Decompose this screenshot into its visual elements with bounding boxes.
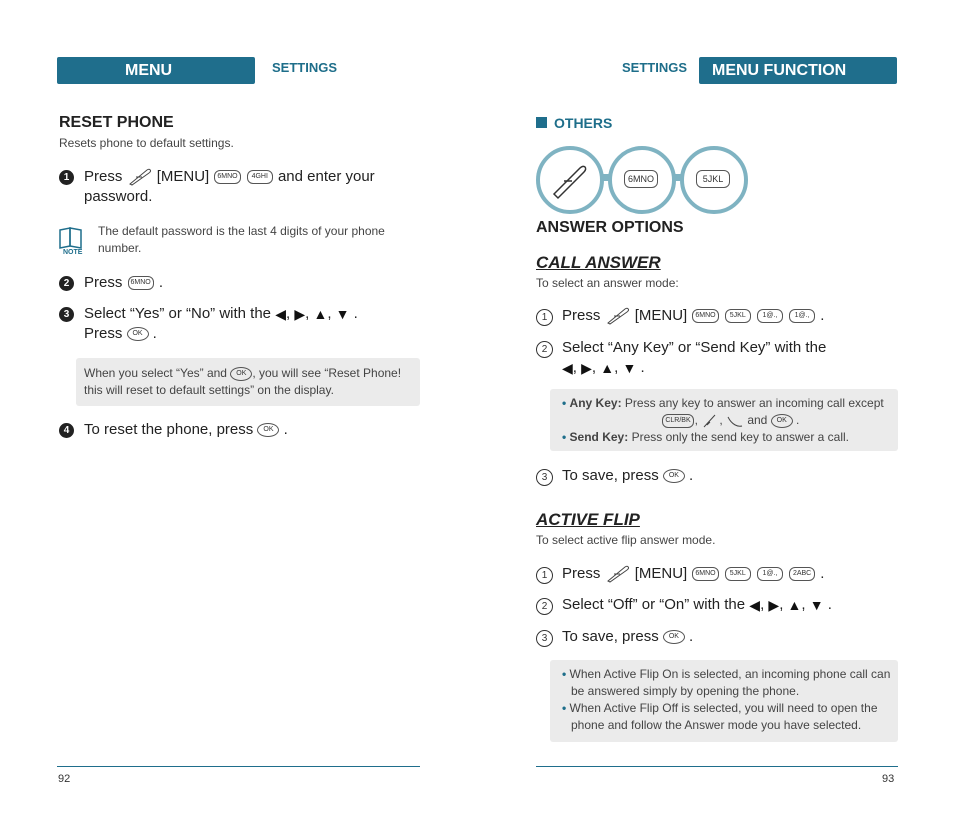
footer-rule-left [57, 766, 420, 767]
key-5: 5JKL [725, 309, 751, 323]
page-number-left: 92 [58, 773, 71, 785]
af-step-3: To save, press OK . [562, 628, 694, 645]
ca-step-1: Press [MENU] 6MNO 5JKL 1@., 1@., . [562, 307, 825, 324]
key-6: 6MNO [624, 170, 658, 188]
key-5-circle [680, 146, 748, 214]
ok-key-icon: OK [771, 414, 793, 428]
answer-options-heading: ANSWER OPTIONS [536, 219, 684, 236]
ok-key-icon: OK [127, 327, 149, 341]
step-number-3: 3 [59, 307, 74, 322]
af-step-number-2: 2 [536, 598, 553, 615]
ca-step-2: Select “Any Key” or “Send Key” with the ◀, ▶, ▲, ▼ . [562, 339, 827, 377]
key-5: 5JKL [696, 170, 730, 188]
menu-function-tab-right: MENU FUNCTION [699, 57, 897, 84]
active-flip-title: ACTIVE FLIP [536, 510, 640, 529]
footer-rule-right [536, 766, 898, 767]
arrow-up-icon: ▲ [787, 597, 802, 614]
ok-key-icon: OK [230, 367, 252, 381]
arrow-up-icon: ▲ [600, 360, 615, 377]
step-number-4: 4 [59, 423, 74, 438]
arrow-up-icon: ▲ [313, 306, 328, 323]
menu-key-circle [536, 146, 604, 214]
ca-step-number-2: 2 [536, 341, 553, 358]
step-4: To reset the phone, press OK . [84, 421, 288, 438]
key-1: 1@., [757, 567, 783, 581]
key-1: 1@., [757, 309, 783, 323]
key-2: 2ABC [789, 567, 815, 581]
ca-step-number-3: 3 [536, 469, 553, 486]
arrow-right-icon: ▶ [768, 597, 780, 614]
ca-step-number-1: 1 [536, 309, 553, 326]
ok-key-icon: OK [663, 630, 685, 644]
arrow-right-icon: ▶ [294, 306, 306, 323]
page-number-right: 93 [882, 773, 895, 785]
key-6: 6MNO [214, 170, 240, 184]
section-label-left: SETTINGS [272, 60, 338, 75]
ok-key-icon: OK [663, 469, 685, 483]
key-4: 4GHI [247, 170, 273, 184]
active-flip-info-text: • When Active Flip On is selected, an incoming phone call can be answered simply by opening the phone. • When Active Flip Off is selected, you will need to open the phone and follow the Answer mode you have selected. [562, 667, 891, 732]
menu-key-icon [605, 307, 631, 325]
key-6: 6MNO [128, 276, 154, 290]
page-subtitle-left: Resets phone to default settings. [59, 136, 234, 150]
active-flip-subtitle: To select active flip answer mode. [536, 533, 716, 547]
note-text: The default password is the last 4 digits of your phone number. [98, 224, 385, 255]
key-6-circle [608, 146, 676, 214]
others-label: OTHERS [554, 115, 613, 131]
section-label-right: SETTINGS [622, 60, 688, 75]
key-1: 1@., [789, 309, 815, 323]
step-number-2: 2 [59, 276, 74, 291]
arrow-down-icon: ▼ [622, 360, 637, 377]
step-number-1: 1 [59, 170, 74, 185]
af-step-2: Select “Off” or “On” with the ◀, ▶, ▲, ▼ . [562, 596, 832, 614]
call-answer-title: CALL ANSWER [536, 253, 661, 272]
ok-key-icon: OK [257, 423, 279, 437]
arrow-down-icon: ▼ [335, 306, 350, 323]
ca-step-3: To save, press OK . [562, 467, 694, 484]
menu-key-icon [605, 565, 631, 583]
end-key-icon [701, 413, 719, 429]
af-step-number-1: 1 [536, 567, 553, 584]
step-1: Press [MENU] 6MNO 4GHI and enter your password. [84, 168, 375, 205]
others-square-icon [536, 117, 547, 128]
key-5: 5JKL [725, 567, 751, 581]
page-heading-left: RESET PHONE [59, 114, 174, 131]
menu-key-icon [540, 150, 600, 210]
key-clr: CLR/BK [662, 414, 693, 428]
arrow-left-icon: ◀ [275, 306, 286, 323]
step-3: Select “Yes” or “No” with the ◀, ▶, ▲, ▼ . Press OK . [84, 305, 358, 343]
call-answer-info-text: • Any Key: Press any key to answer an incoming call except CLR/BK , , and OK . • Send Key: Press only the send key to answer a call. [562, 396, 884, 444]
call-answer-subtitle: To select an answer mode: [536, 276, 679, 290]
send-key-icon [726, 413, 744, 429]
arrow-left-icon: ◀ [749, 597, 761, 614]
arrow-left-icon: ◀ [562, 360, 573, 377]
info-box-left-text: When you select “Yes” and OK , you will see “Reset Phone! this will reset to default settings” on the display. [84, 366, 402, 397]
menu-key-icon [127, 168, 153, 186]
step-2: Press 6MNO . [84, 274, 164, 291]
menu-function-tab-left: MENU FUNCTION [57, 57, 255, 84]
note-label: NOTE [63, 249, 83, 256]
af-step-1: Press [MENU] 6MNO 5JKL 1@., 2ABC . [562, 565, 825, 582]
key-6: 6MNO [692, 567, 718, 581]
arrow-right-icon: ▶ [581, 360, 592, 377]
key-6: 6MNO [692, 309, 718, 323]
arrow-down-icon: ▼ [809, 597, 824, 614]
af-step-number-3: 3 [536, 630, 553, 647]
